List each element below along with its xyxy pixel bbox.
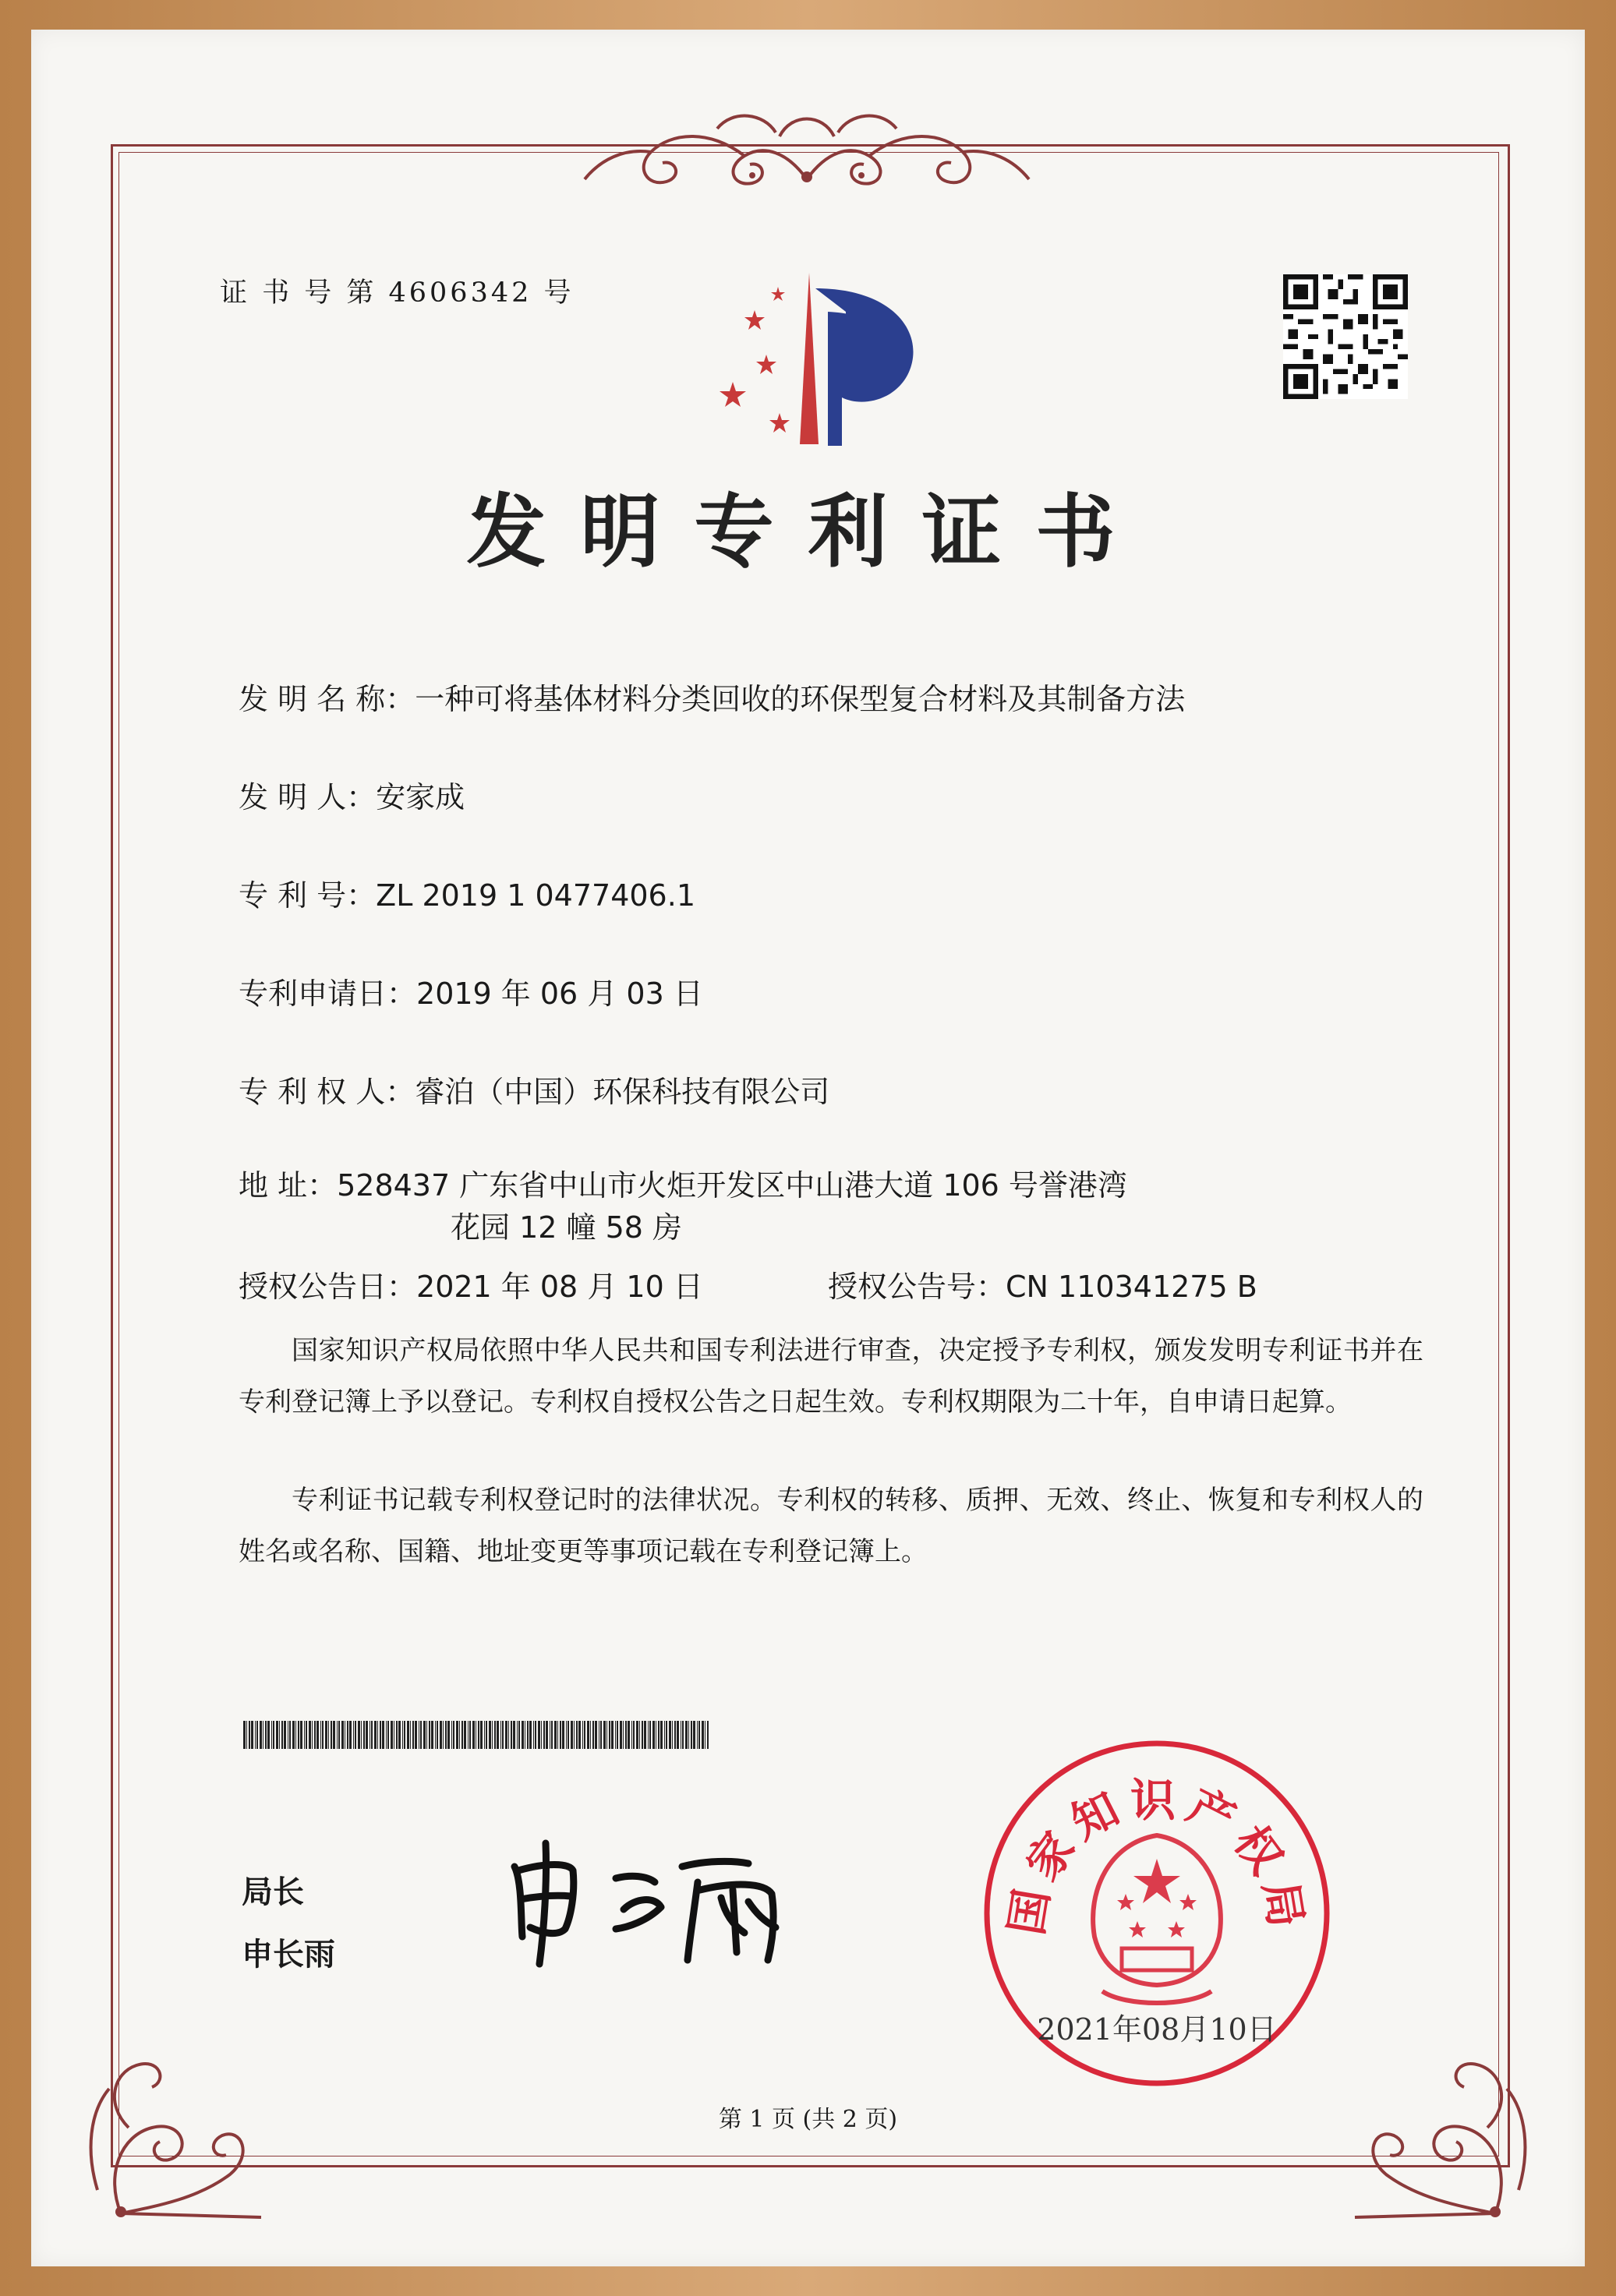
barcode-bar — [396, 1721, 398, 1749]
inventor-value: 安家成 — [376, 780, 465, 814]
barcode-bar — [312, 1721, 313, 1749]
barcode-bar — [480, 1721, 483, 1749]
barcode-bar — [500, 1721, 501, 1749]
grant-number-row — [828, 1263, 1257, 1305]
barcode-bar — [623, 1721, 624, 1749]
invention-name-row — [239, 675, 1185, 718]
barcode-bar — [316, 1721, 319, 1749]
barcode-bar — [620, 1721, 622, 1749]
barcode-bar — [574, 1721, 575, 1749]
barcode-bar — [698, 1721, 700, 1749]
barcode-bar — [592, 1721, 594, 1749]
barcode-bar — [451, 1721, 452, 1749]
barcode-bar — [306, 1721, 307, 1749]
barcode-bar — [644, 1721, 646, 1749]
barcode-bar — [527, 1721, 529, 1749]
barcode-bar — [420, 1721, 422, 1749]
barcode-bar — [461, 1721, 463, 1749]
barcode-bar — [578, 1721, 581, 1749]
barcode-bar — [256, 1721, 258, 1749]
barcode-bar — [423, 1721, 426, 1749]
address-row — [239, 1161, 1127, 1204]
barcode-bar — [371, 1721, 373, 1749]
barcode-bar — [702, 1721, 704, 1749]
invention-name-label: 发 明 名 称： — [239, 682, 415, 716]
barcode-bar — [707, 1721, 709, 1749]
barcode-bar — [435, 1721, 436, 1749]
barcode-bar — [437, 1721, 438, 1749]
patent-number-row — [239, 871, 695, 914]
barcode-bar — [338, 1721, 340, 1749]
certificate-number: 证 书 号 第 4606342 号 — [220, 277, 575, 309]
barcode-bar — [672, 1721, 673, 1749]
barcode-bar — [674, 1721, 676, 1749]
barcode-bar — [447, 1721, 450, 1749]
barcode-bar — [633, 1721, 635, 1749]
barcode-bar — [642, 1721, 643, 1749]
statement-paragraph-1: 国家知识产权局依照中华人民共和国专利法进行审查，决定授予专利权，颁发发明专利证书并在专利登记簿上予以登记。专利权自授权公告之日起生效。专利权期限为二十年，自申请日起算。 — [239, 1335, 1423, 1418]
address-line2: 花园 12 幢 58 房 — [451, 1210, 683, 1245]
barcode-bar — [404, 1721, 405, 1749]
barcode-bar — [382, 1721, 384, 1749]
address-row-2 — [451, 1203, 682, 1246]
barcode-bar — [484, 1721, 485, 1749]
barcode-bar — [571, 1721, 573, 1749]
barcode-bar — [508, 1721, 509, 1749]
barcode-bar — [410, 1721, 411, 1749]
grant-number-value: CN 110341275 B — [1006, 1270, 1257, 1304]
barcode-bar — [415, 1721, 417, 1749]
filing-date-value: 2019 年 06 月 03 日 — [416, 977, 703, 1011]
barcode-bar — [649, 1721, 651, 1749]
barcode-bar — [606, 1721, 607, 1749]
barcode-bar — [677, 1721, 679, 1749]
barcode-bar — [541, 1721, 542, 1749]
barcode-bar — [468, 1721, 469, 1749]
barcode-bar — [595, 1721, 597, 1749]
barcode-bar — [551, 1721, 553, 1749]
filing-date-row — [239, 970, 703, 1012]
barcode-bar — [669, 1721, 671, 1749]
barcode-bar — [281, 1721, 283, 1749]
barcode-bar — [304, 1721, 305, 1749]
barcode-bar — [560, 1721, 561, 1749]
grant-number-label: 授权公告号： — [828, 1270, 1006, 1304]
barcode-bar — [377, 1721, 378, 1749]
address-line1: 528437 广东省中山市火炬开发区中山港大道 106 号誉港湾 — [337, 1168, 1127, 1203]
barcode-bar — [615, 1721, 616, 1749]
barcode-bar — [691, 1721, 692, 1749]
barcode-bar — [273, 1721, 274, 1749]
address-label: 地 址： — [239, 1168, 338, 1203]
barcode-bar — [426, 1721, 427, 1749]
patentee-label: 专 利 权 人： — [239, 1075, 415, 1109]
barcode-bar — [554, 1721, 557, 1749]
barcode-bar — [631, 1721, 632, 1749]
barcode-bar — [349, 1721, 352, 1749]
patentee-row — [239, 1068, 829, 1111]
official-seal-icon — [978, 1734, 1336, 2093]
barcode-bar — [529, 1721, 532, 1749]
barcode-bar — [489, 1721, 491, 1749]
inventor-label: 发 明 人： — [239, 780, 377, 814]
barcode-bar — [456, 1721, 458, 1749]
barcode-bar — [265, 1721, 267, 1749]
svg-text:国家知识产权局 — [999, 1774, 1314, 1938]
barcode-bar — [566, 1721, 567, 1749]
barcode-bar — [636, 1721, 638, 1749]
barcode-bar — [522, 1721, 524, 1749]
barcode-bar — [347, 1721, 348, 1749]
barcode-bar — [478, 1721, 479, 1749]
barcode-bar — [639, 1721, 640, 1749]
barcode-bar — [664, 1721, 665, 1749]
barcode-bar — [584, 1721, 585, 1749]
barcode-bar — [325, 1721, 327, 1749]
barcode-bar — [562, 1721, 564, 1749]
barcode-bar — [609, 1721, 610, 1749]
barcode-bar — [387, 1721, 389, 1749]
barcode-bar — [513, 1721, 515, 1749]
cnipa-logo-icon — [686, 265, 935, 452]
barcode-bar — [386, 1721, 387, 1749]
barcode-bar — [628, 1721, 630, 1749]
barcode-bar — [402, 1721, 403, 1749]
barcode-bar — [353, 1721, 354, 1749]
barcode-bar — [557, 1721, 558, 1749]
patent-number-value: ZL 2019 1 0477406.1 — [376, 878, 695, 913]
barcode-bar — [590, 1721, 591, 1749]
barcode-bar — [494, 1721, 496, 1749]
barcode-bar — [492, 1721, 493, 1749]
barcode-bar — [486, 1721, 487, 1749]
barcode-icon — [243, 1721, 711, 1749]
barcode-bar — [333, 1721, 335, 1749]
barcode-bar — [697, 1721, 698, 1749]
barcode-bar — [443, 1721, 444, 1749]
barcode-bar — [576, 1721, 578, 1749]
barcode-bar — [652, 1721, 655, 1749]
grant-date-label: 授权公告日： — [239, 1270, 417, 1304]
director-signature-icon — [499, 1835, 834, 1968]
barcode-bar — [660, 1721, 663, 1749]
barcode-bar — [431, 1721, 433, 1749]
top-ornament-icon — [577, 105, 1037, 195]
barcode-bar — [341, 1721, 344, 1749]
statement-paragraph-2: 专利证书记载专利权登记时的法律状况。专利权的转移、质押、无效、终止、恢复和专利权人的姓名或名称、国籍、地址变更等事项记载在专利登记簿上。 — [239, 1485, 1423, 1567]
barcode-bar — [582, 1721, 583, 1749]
barcode-bar — [298, 1721, 299, 1749]
barcode-bar — [511, 1721, 512, 1749]
seal-date: 2021年08月10日 — [1037, 2012, 1277, 2047]
barcode-bar — [331, 1721, 332, 1749]
barcode-bar — [246, 1721, 247, 1749]
barcode-bar — [587, 1721, 589, 1749]
barcode-bar — [445, 1721, 447, 1749]
barcode-bar — [322, 1721, 324, 1749]
barcode-bar — [688, 1721, 689, 1749]
barcode-bar — [625, 1721, 627, 1749]
barcode-bar — [693, 1721, 695, 1749]
barcode-bar — [469, 1721, 471, 1749]
barcode-bar — [363, 1721, 365, 1749]
barcode-bar — [600, 1721, 602, 1749]
barcode-bar — [380, 1721, 381, 1749]
barcode-bar — [682, 1721, 684, 1749]
barcode-bar — [328, 1721, 329, 1749]
barcode-bar — [284, 1721, 286, 1749]
barcode-bar — [666, 1721, 667, 1749]
barcode-bar — [295, 1721, 296, 1749]
barcode-bar — [505, 1721, 507, 1749]
barcode-bar — [374, 1721, 377, 1749]
grant-date-value: 2021 年 08 月 10 日 — [416, 1270, 703, 1304]
grant-date-row — [239, 1263, 703, 1305]
barcode-bar — [502, 1721, 504, 1749]
barcode-bar — [611, 1721, 614, 1749]
barcode-bar — [267, 1721, 270, 1749]
barcode-bar — [472, 1721, 475, 1749]
barcode-bar — [453, 1721, 454, 1749]
barcode-bar — [251, 1721, 253, 1749]
barcode-bar — [517, 1721, 518, 1749]
barcode-bar — [292, 1721, 295, 1749]
patentee-value: 睿泊（中国）环保科技有限公司 — [415, 1075, 830, 1109]
barcode-bar — [518, 1721, 520, 1749]
inventor-row — [239, 773, 465, 816]
barcode-bar — [300, 1721, 302, 1749]
barcode-bar — [309, 1721, 311, 1749]
barcode-bar — [546, 1721, 548, 1749]
page-title: 发明专利证书 — [466, 486, 1150, 579]
barcode-bar — [603, 1721, 606, 1749]
barcode-bar — [260, 1721, 262, 1749]
seal-text: 国家知识产权局 — [999, 1774, 1314, 1939]
barcode-bar — [464, 1721, 466, 1749]
barcode-bar — [279, 1721, 280, 1749]
barcode-bar — [533, 1721, 534, 1749]
director-title: 局长 — [242, 1874, 304, 1910]
page-number: 第 1 页 (共 2 页) — [718, 2106, 898, 2133]
qr-code-icon — [1283, 274, 1408, 399]
barcode-bar — [538, 1721, 540, 1749]
barcode-bar — [535, 1721, 536, 1749]
director-name: 申长雨 — [242, 1937, 335, 1973]
barcode-bar — [243, 1721, 246, 1749]
barcode-bar — [617, 1721, 618, 1749]
barcode-bar — [412, 1721, 414, 1749]
barcode-bar — [568, 1721, 569, 1749]
barcode-bar — [255, 1721, 256, 1749]
barcode-bar — [366, 1721, 368, 1749]
barcode-bar — [276, 1721, 278, 1749]
barcode-bar — [320, 1721, 321, 1749]
barcode-bar — [271, 1721, 272, 1749]
patent-number-label: 专 利 号： — [239, 878, 377, 913]
barcode-bar — [398, 1721, 401, 1749]
barcode-bar — [429, 1721, 430, 1749]
barcode-bar — [543, 1721, 545, 1749]
barcode-bar — [391, 1721, 393, 1749]
barcode-bar — [314, 1721, 316, 1749]
barcode-bar — [658, 1721, 659, 1749]
barcode-bar — [685, 1721, 688, 1749]
barcode-bar — [459, 1721, 460, 1749]
barcode-bar — [358, 1721, 360, 1749]
barcode-bar — [361, 1721, 362, 1749]
barcode-bar — [648, 1721, 649, 1749]
barcode-bar — [407, 1721, 409, 1749]
barcode-bar — [497, 1721, 499, 1749]
barcode-bar — [337, 1721, 338, 1749]
barcode-bar — [440, 1721, 442, 1749]
barcode-bar — [355, 1721, 356, 1749]
barcode-bar — [249, 1721, 250, 1749]
barcode-bar — [289, 1721, 291, 1749]
filing-date-label: 专利申请日： — [239, 977, 417, 1011]
invention-name-value: 一种可将基体材料分类回收的环保型复合材料及其制备方法 — [415, 682, 1186, 716]
